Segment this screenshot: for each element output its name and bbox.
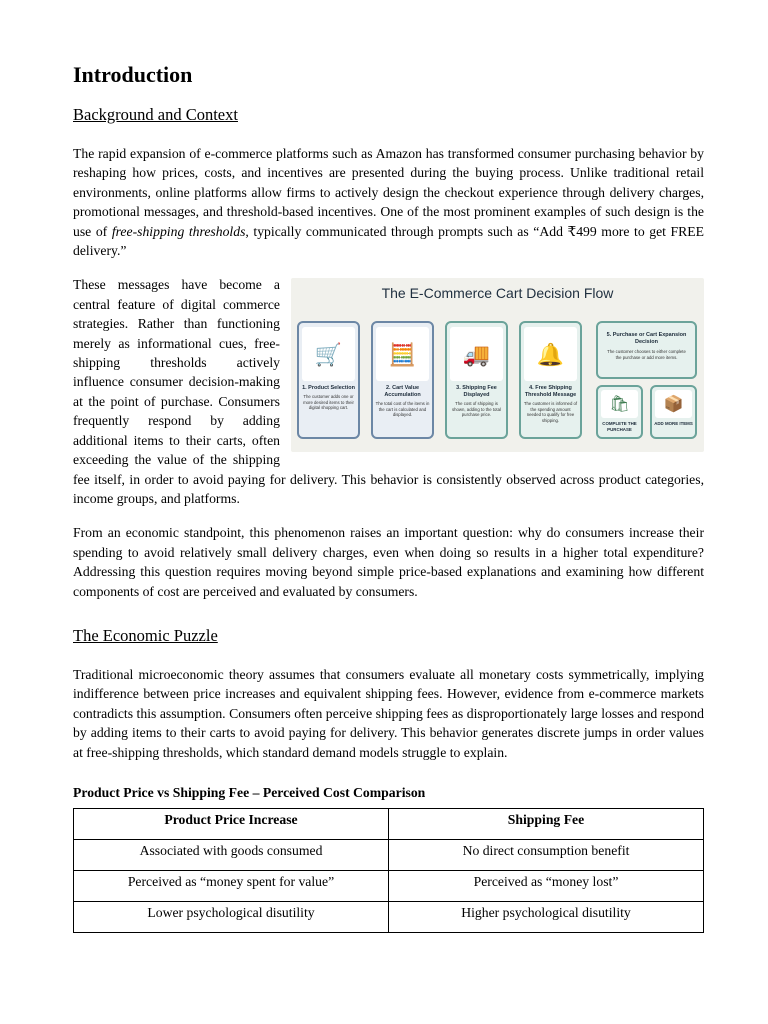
truck-icon: 🚚 [450,327,503,381]
table-caption: Product Price vs Shipping Fee – Perceived Cost Comparison [73,784,426,800]
paragraph-background-1 [73,144,704,260]
cart-decision-flow-figure [291,278,704,452]
flow-decision-box [596,321,697,379]
emphasis-free-shipping-thresholds: free-shipping thresholds [111,223,246,239]
checkout-bag-icon: 🛍 [601,390,638,418]
flow-step-4 [519,321,582,439]
flow-step-description: The customer is informed of the spending amount needed to qualify for free shipping. [523,401,578,423]
paragraph-text: These messages have become a central feature of digital commerce strategies. Rather than functioning merely as informational cues, free-shipping thresholds actively influence consumer decision-making at the point of purchase. Consumers frequently respond by adding additional items to their carts, often exceeding the value of the shipping fee itself, in order to avoid paying for delivery. This behavior is consistently observed across product categories, income groups, and platforms. [73,277,704,506]
document-content [73,60,704,933]
flow-step-description: The cost of shipping is shown, adding to the total purchase price. [452,401,501,418]
table-row [74,839,704,870]
section-heading-economic-puzzle: The Economic Puzzle [73,625,218,645]
table-cell: Perceived as “money spent for value” [74,870,389,901]
choice-title: COMPLETE THE PURCHASE [602,421,637,432]
flow-step-title: 3. Shipping Fee Displayed [456,385,497,399]
table-cell: Lower psychological disutility [74,901,389,932]
choice-complete-purchase [596,385,643,439]
choice-title: ADD MORE ITEMS [654,421,693,427]
table-cell: No direct consumption benefit [389,839,704,870]
section-heading-background: Background and Context [73,105,238,124]
cart-plus-icon: 🛒 [302,327,355,381]
table-cell: Perceived as “money lost” [389,870,704,901]
table-header-cell: Shipping Fee [389,808,704,839]
paragraph-background-3: From an economic standpoint, this phenomenon raises an important question: why do consumers increase their spending to avoid relatively small delivery charges, even when doing so results in a higher total expenditure? Addressing this question requires moving beyond simple price-based explanations and examining how different components of cost are perceived and evaluated by consumers. [73,525,704,599]
table-header-cell: Product Price Increase [74,808,389,839]
flow-step-title: 2. Cart Value Accumulation [384,385,421,399]
flow-step-3 [445,321,508,439]
paragraph-text: The rapid expansion of e-commerce platforms such as Amazon has transformed consumer purchasing behavior by reshaping how prices, costs, and incentives are presented during the buying process. Unlike traditional retail environments, online platforms allow firms to actively design the checkout experience through delivery charges, promotional messages, and threshold-based incentives. One of the most prominent examples of such design is the use of [73,146,704,239]
decision-title: 5. Purchase or Cart Expansion Decision [606,332,687,346]
flow-step-2 [371,321,434,439]
figure-title: The E-Commerce Cart Decision Flow [381,285,614,302]
calculator-icon: 🧮 [376,327,429,381]
flow-step-description: The customer adds one or more desired items to their digital shopping cart. [303,394,354,411]
decision-description: The customer chooses to either complete the purchase or add more items. [607,349,686,360]
table-cell: Associated with goods consumed [74,839,389,870]
alert-bell-icon: 🔔 [524,327,577,381]
flow-step-description: The total cost of the items in the cart is calculated and displayed. [375,401,430,418]
flow-step-1 [297,321,360,439]
page-title: Introduction [73,62,193,87]
flow-step-title: 4. Free Shipping Threshold Message [524,385,577,399]
table-cell: Higher psychological disutility [389,901,704,932]
perceived-cost-table [73,808,704,933]
add-items-icon: 📦 [655,390,692,418]
table-row [74,870,704,901]
table-header-row [74,808,704,839]
paragraph-economic-puzzle-1: Traditional microeconomic theory assumes that consumers evaluate all monetary costs symmetrically, implying indifference between price increases and equivalent shipping fees. However, evidence from e-commerce markets contradicts this assumption. Consumers often perceive shipping fees as disproportionately large losses and respond by adding items to their carts to avoid paying for delivery. This behavior generates discrete jumps in order values at free-shipping thresholds, which standard demand models struggle to explain. [73,666,704,760]
flow-step-title: 1. Product Selection [302,385,355,392]
paragraph-background-2 [73,275,704,508]
table-row [74,901,704,932]
paragraph-text: , typically communicated through prompts such as “Add ₹499 more to get FREE delivery.” [73,223,704,259]
choice-add-more-items [650,385,697,439]
